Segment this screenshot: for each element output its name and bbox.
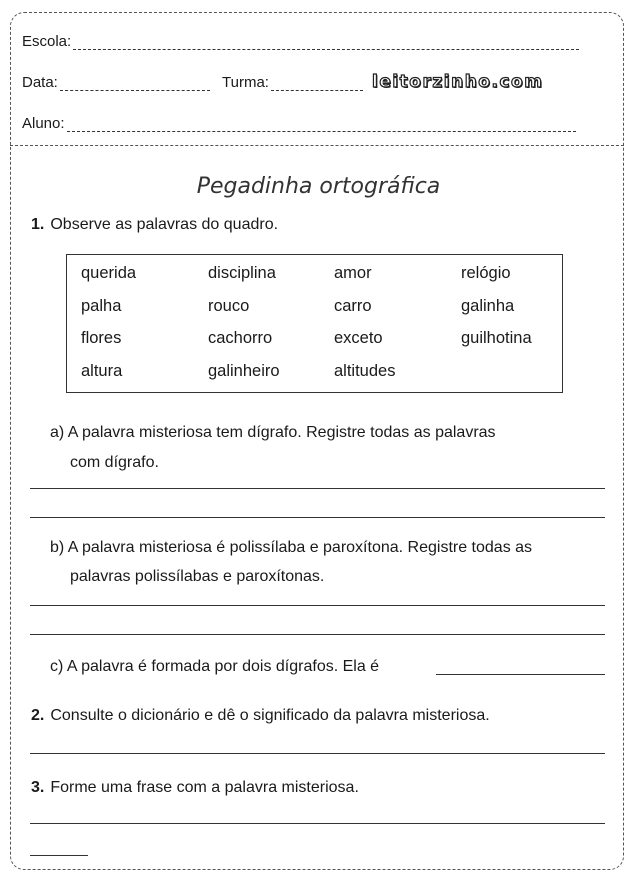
word: cachorro — [208, 329, 273, 347]
word: guilhotina — [461, 329, 532, 347]
student-label: Aluno: — [22, 115, 65, 132]
question-3 — [31, 779, 359, 797]
item-a-line-1: a) A palavra misteriosa tem dígrafo. Registre todas as palavras — [50, 424, 496, 441]
word: rouco — [208, 297, 250, 315]
question-2-text: Consulte o dicionário e dê o significado da palavra misteriosa. — [50, 707, 490, 724]
word: altura — [81, 362, 123, 380]
date-line[interactable] — [60, 78, 210, 91]
school-field[interactable] — [22, 33, 579, 50]
word: carro — [334, 297, 372, 315]
word: altitudes — [334, 362, 396, 380]
answer-line[interactable] — [30, 517, 605, 518]
date-field[interactable] — [22, 74, 210, 91]
answer-line[interactable] — [30, 823, 605, 824]
question-3-text: Forme uma frase com a palavra misteriosa. — [50, 779, 359, 796]
word: exceto — [334, 329, 383, 347]
question-2 — [31, 707, 490, 725]
student-field[interactable] — [22, 115, 576, 132]
word: galinheiro — [208, 362, 280, 380]
word: relógio — [461, 264, 511, 282]
header-divider — [10, 145, 624, 146]
item-a-line-2: com dígrafo. — [70, 454, 159, 471]
question-1 — [31, 216, 278, 234]
student-line[interactable] — [67, 119, 576, 132]
word: galinha — [461, 297, 515, 315]
item-b-line-1: b) A palavra misteriosa é polissílaba e paroxítona. Registre todas as — [50, 539, 533, 556]
school-line[interactable] — [73, 37, 579, 50]
word: querida — [81, 264, 137, 282]
word-box — [66, 254, 563, 393]
class-label: Turma: — [222, 74, 269, 91]
class-field[interactable] — [222, 74, 363, 91]
word: palha — [81, 297, 122, 315]
page-title: Pegadinha ortográfica — [196, 174, 441, 199]
word: amor — [334, 264, 372, 282]
answer-line[interactable] — [30, 753, 605, 754]
answer-line[interactable] — [436, 674, 605, 675]
question-3-number: 3. — [31, 779, 45, 796]
answer-line[interactable] — [30, 855, 88, 856]
class-line[interactable] — [271, 78, 363, 91]
item-c: c) A palavra é formada por dois dígrafos. Ela é — [50, 658, 380, 675]
question-1-number: 1. — [31, 216, 45, 233]
school-label: Escola: — [22, 33, 72, 50]
question-2-number: 2. — [31, 707, 45, 724]
word: flores — [81, 329, 122, 347]
answer-line[interactable] — [30, 488, 605, 489]
item-b-line-2: palavras polissílabas e paroxítonas. — [70, 568, 325, 585]
answer-line[interactable] — [30, 634, 605, 635]
date-label: Data: — [22, 74, 58, 91]
answer-line[interactable] — [30, 605, 605, 606]
word: disciplina — [208, 264, 276, 282]
question-1-text: Observe as palavras do quadro. — [50, 216, 279, 233]
site-logo: leitorzinho.com — [372, 72, 544, 92]
